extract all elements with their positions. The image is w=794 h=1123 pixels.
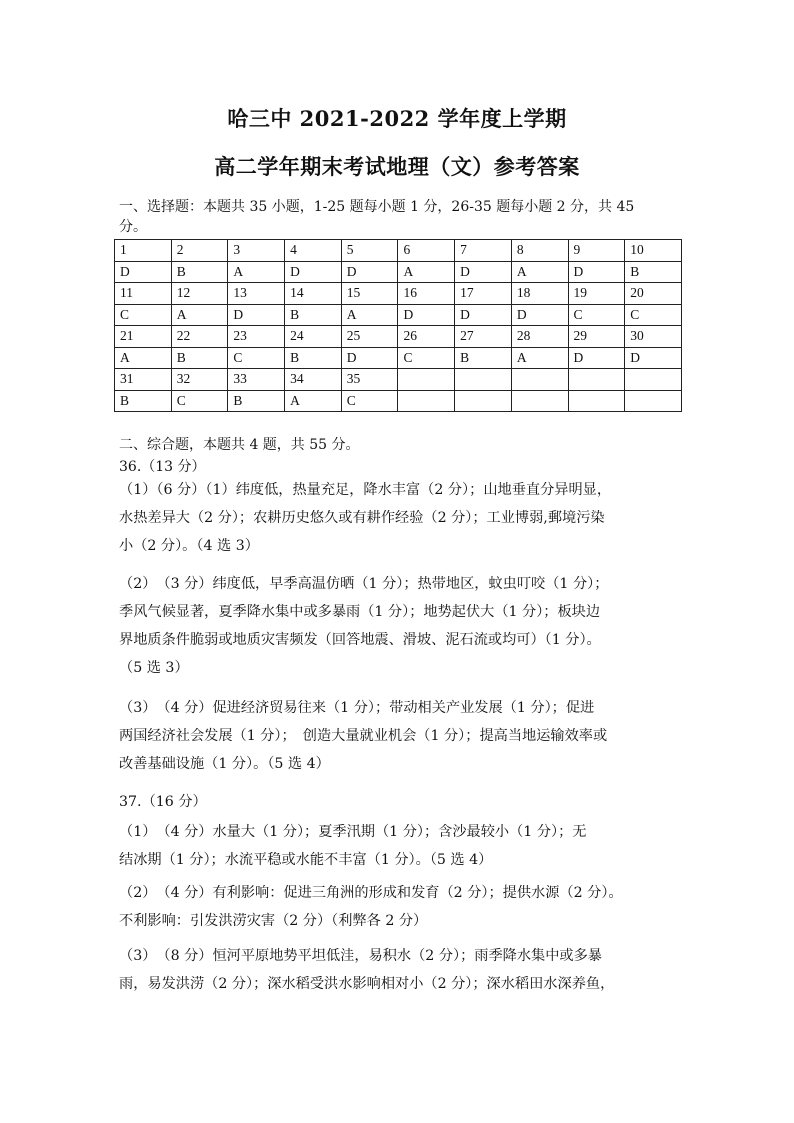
question-number-cell: 6: [398, 240, 455, 262]
answer-cell: B: [625, 261, 682, 283]
answer-cell: A: [115, 347, 172, 369]
q36-part3: [119, 694, 681, 778]
q36-part1: [119, 476, 681, 560]
question-number-cell: [455, 369, 512, 391]
q37-part2: [119, 879, 681, 935]
answer-cell: D: [115, 261, 172, 283]
question-number-cell: 26: [398, 326, 455, 348]
question-number-cell: 14: [285, 283, 342, 305]
q36-part2: [119, 570, 681, 682]
q36-part1-line: 小（2 分）。（4 选 3）: [119, 538, 259, 554]
answer-cell: A: [398, 261, 455, 283]
answer-cell: D: [341, 261, 398, 283]
question-number-cell: 3: [228, 240, 285, 262]
question-number-row: [115, 369, 682, 391]
answer-cell: [625, 390, 682, 412]
answer-cell: A: [511, 347, 568, 369]
question-number-cell: 17: [455, 283, 512, 305]
answer-table: [114, 239, 682, 412]
section2-intro: 二、综合题，本题共 4 题，共 55 分。: [119, 437, 360, 453]
q37-part3: [119, 942, 681, 998]
answer-cell: A: [341, 304, 398, 326]
question-number-cell: 32: [171, 369, 228, 391]
answer-cell: B: [228, 390, 285, 412]
q36-part2-line: 季风气候显著，夏季降水集中或多暴雨（1 分）；地势起伏大（1 分）；板块边: [119, 604, 601, 620]
q36-part2-line: 界地质条件脆弱或地质灾害频发（回答地震、滑坡、泥石流或均可）（1 分）。: [119, 632, 601, 648]
answer-cell: D: [341, 347, 398, 369]
question-number-row: [115, 326, 682, 348]
q36-header: 36.（13 分）: [119, 459, 206, 475]
answer-cell: D: [285, 261, 342, 283]
answer-cell: B: [285, 347, 342, 369]
question-number-cell: [625, 369, 682, 391]
answer-cell: A: [228, 261, 285, 283]
answer-cell: C: [115, 304, 172, 326]
answer-cell: A: [171, 304, 228, 326]
question-number-cell: 8: [511, 240, 568, 262]
question-number-cell: 1: [115, 240, 172, 262]
question-number-row: [115, 283, 682, 305]
answer-row: [115, 304, 682, 326]
answer-cell: B: [171, 347, 228, 369]
answer-row: [115, 390, 682, 412]
answer-cell: C: [341, 390, 398, 412]
question-number-cell: 28: [511, 326, 568, 348]
answer-cell: D: [228, 304, 285, 326]
answer-cell: [398, 390, 455, 412]
question-number-cell: [398, 369, 455, 391]
question-number-cell: 11: [115, 283, 172, 305]
q37-header-text: 37.（16 分）: [119, 794, 207, 810]
question-number-cell: 15: [341, 283, 398, 305]
answer-cell: A: [511, 261, 568, 283]
question-number-cell: 19: [568, 283, 625, 305]
answer-cell: B: [115, 390, 172, 412]
answer-cell: A: [285, 390, 342, 412]
answer-cell: C: [398, 347, 455, 369]
question-number-cell: 7: [455, 240, 512, 262]
question-number-cell: 5: [341, 240, 398, 262]
question-number-cell: 33: [228, 369, 285, 391]
question-number-cell: 34: [285, 369, 342, 391]
answer-row: [115, 347, 682, 369]
question-number-cell: 10: [625, 240, 682, 262]
answer-cell: C: [625, 304, 682, 326]
section1-intro-line2: 分。: [119, 219, 147, 235]
q36-part3-line: （3） （4 分）促进经济贸易往来（1 分）；带动相关产业发展（1 分）；促进: [119, 700, 595, 716]
question-number-cell: 13: [228, 283, 285, 305]
answer-cell: D: [398, 304, 455, 326]
page-subtitle: 高二学年期末考试地理（文）参考答案: [214, 154, 580, 179]
q37-part2-line: 不利影响：引发洪涝灾害（2 分）（利弊各 2 分）: [119, 913, 428, 929]
answer-table-body: [115, 240, 682, 412]
question-number-cell: 25: [341, 326, 398, 348]
answer-cell: C: [568, 304, 625, 326]
section1-intro-line1: 一、选择题：本题共 35 小题，1-25 题每小题 1 分，26-35 题每小题 2 分，共 45: [119, 199, 635, 215]
answer-cell: D: [455, 304, 512, 326]
question-number-row: [115, 240, 682, 262]
q37-part3-line: （3） （8 分）恒河平原地势平坦低洼，易积水（2 分）；雨季降水集中或多暴: [119, 948, 602, 964]
q37-part3-line: 雨，易发洪涝（2 分）；深水稻受洪水影响相对小（2 分）；深水稻田水深养鱼，: [119, 976, 615, 992]
answer-cell: B: [285, 304, 342, 326]
answer-cell: [455, 390, 512, 412]
answer-cell: C: [171, 390, 228, 412]
question-number-cell: 2: [171, 240, 228, 262]
question-number-cell: 30: [625, 326, 682, 348]
q37-part1: [119, 818, 681, 874]
question-number-cell: 27: [455, 326, 512, 348]
question-number-cell: 4: [285, 240, 342, 262]
question-number-cell: 18: [511, 283, 568, 305]
answer-cell: D: [625, 347, 682, 369]
answer-cell: D: [568, 261, 625, 283]
question-number-cell: 35: [341, 369, 398, 391]
q37-header: [119, 788, 681, 816]
question-number-cell: 20: [625, 283, 682, 305]
question-number-cell: 21: [115, 326, 172, 348]
q36-part3-line: 改善基础设施（1 分）。（5 选 4）: [119, 756, 330, 772]
answer-row: [115, 261, 682, 283]
page-title: 哈三中 2021-2022 学年度上学期: [227, 106, 567, 131]
q36-part3-line: 两国经济社会发展（1 分）； 创造大量就业机会（1 分）；提高当地运输效率或: [119, 728, 608, 744]
answer-cell: D: [455, 261, 512, 283]
question-number-cell: 24: [285, 326, 342, 348]
question-number-cell: 31: [115, 369, 172, 391]
question-number-cell: [568, 369, 625, 391]
q36-part2-line: （2） （3 分）纬度低，早季高温仿晒（1 分）；热带地区，蚊虫叮咬（1 分）；: [119, 576, 609, 592]
q36-part1-line: （1）（6 分）（1）纬度低，热量充足，降水丰富（2 分）；山地垂直分异明显，: [119, 482, 612, 498]
q36-part2-line: （5 选 3）: [119, 660, 189, 676]
answer-cell: [568, 390, 625, 412]
question-number-cell: [511, 369, 568, 391]
question-number-cell: 23: [228, 326, 285, 348]
q36-part1-line: 水热差异大（2 分）；农耕历史悠久或有耕作经验（2 分）；工业博弱,郵境污染: [119, 510, 605, 526]
question-number-cell: 12: [171, 283, 228, 305]
question-number-cell: 16: [398, 283, 455, 305]
answer-cell: C: [228, 347, 285, 369]
question-number-cell: 29: [568, 326, 625, 348]
q37-part1-line: 结冰期（1 分）；水流平稳或水能不丰富（1 分）。（5 选 4）: [119, 852, 493, 868]
question-number-cell: 22: [171, 326, 228, 348]
q37-part2-line: （2） （4 分）有利影响：促进三角洲的形成和发育（2 分）；提供水源（2 分）。: [119, 885, 623, 901]
answer-cell: B: [171, 261, 228, 283]
answer-cell: D: [511, 304, 568, 326]
answer-cell: B: [455, 347, 512, 369]
answer-cell: [511, 390, 568, 412]
answer-cell: D: [568, 347, 625, 369]
q37-part1-line: （1） （4 分）水量大（1 分）；夏季汛期（1 分）；含沙最较小（1 分）；无: [119, 824, 587, 840]
question-number-cell: 9: [568, 240, 625, 262]
